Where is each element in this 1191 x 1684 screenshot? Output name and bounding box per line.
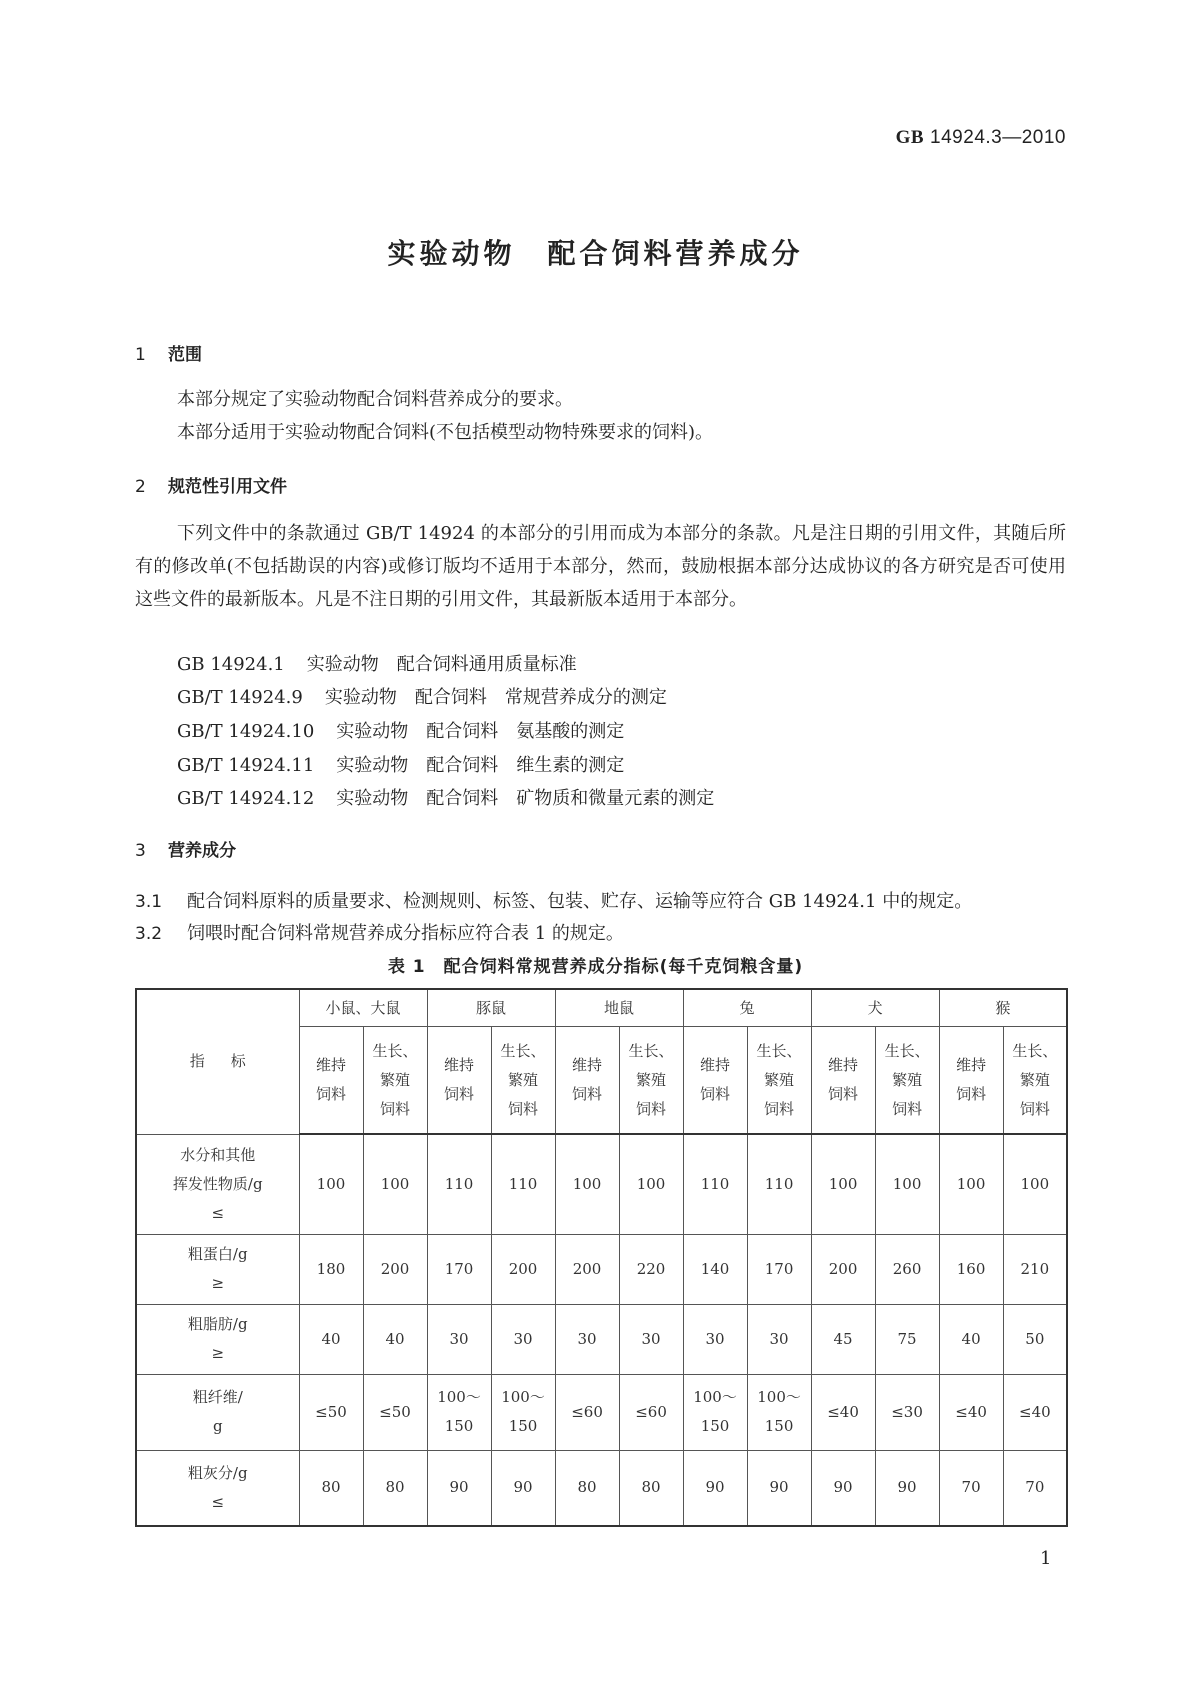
feed-type-maintenance bbox=[555, 1027, 619, 1135]
value-line: ≤60 bbox=[571, 1402, 603, 1421]
value-cell bbox=[875, 1374, 939, 1450]
species-header: 地鼠 bbox=[555, 989, 683, 1027]
value-cell: 110 bbox=[683, 1134, 747, 1234]
value-cell: 140 bbox=[683, 1234, 747, 1304]
reference-title: 实验动物 配合饲料 矿物质和微量元素的测定 bbox=[336, 788, 715, 809]
indicator-line: ≥ bbox=[211, 1274, 225, 1292]
document-title: 实验动物 配合饲料营养成分 bbox=[387, 237, 804, 270]
value-line: 100～ bbox=[693, 1388, 737, 1406]
table-row bbox=[136, 1374, 1067, 1450]
feed-type-line: 维持 bbox=[956, 1056, 987, 1074]
value-cell: 110 bbox=[747, 1134, 811, 1234]
clause-3-1 bbox=[135, 887, 972, 913]
value-cell: 90 bbox=[811, 1450, 875, 1526]
references-intro-text: 下列文件中的条款通过 GB/T 14924 的本部分的引用而成为本部分的条款。凡是注日期的引用文件，其随后所有的修改单(不包括勘误的内容)或修订版均不适用于本部分，然而，鼓励根据本部分达成协议的各方研究是否可使用这些文件的最新版本。凡是不注日期的引用文件，其最新版本适用于本部分。 bbox=[135, 523, 1066, 610]
value-cell: 200 bbox=[555, 1234, 619, 1304]
value-line: 100～ bbox=[501, 1388, 545, 1406]
section-title: 范围 bbox=[168, 345, 202, 365]
indicator-cell bbox=[136, 1304, 299, 1374]
feed-type-growth-breeding bbox=[363, 1027, 427, 1135]
value-cell: 160 bbox=[939, 1234, 1003, 1304]
value-cell: 110 bbox=[427, 1134, 491, 1234]
section-number: 2 bbox=[135, 477, 146, 497]
value-cell: 100 bbox=[299, 1134, 363, 1234]
value-cell: 80 bbox=[619, 1450, 683, 1526]
value-cell: 260 bbox=[875, 1234, 939, 1304]
feed-type-maintenance bbox=[683, 1027, 747, 1135]
value-line: 150 bbox=[700, 1417, 730, 1435]
value-cell: 90 bbox=[427, 1450, 491, 1526]
value-cell: 90 bbox=[683, 1450, 747, 1526]
reference-title: 实验动物 配合饲料 维生素的测定 bbox=[336, 755, 625, 776]
value-cell: 200 bbox=[811, 1234, 875, 1304]
table-caption: 表 1 配合饲料常规营养成分指标(每千克饲粮含量) bbox=[387, 957, 804, 977]
value-cell: 180 bbox=[299, 1234, 363, 1304]
reference-title: 实验动物 配合饲料 氨基酸的测定 bbox=[336, 721, 625, 742]
reference-code: GB 14924.1 bbox=[177, 654, 285, 675]
value-cell: 200 bbox=[491, 1234, 555, 1304]
reference-item bbox=[177, 749, 624, 782]
feed-type-line: 饲料 bbox=[892, 1099, 923, 1118]
value-cell: 50 bbox=[1003, 1304, 1067, 1374]
value-cell bbox=[299, 1374, 363, 1450]
value-cell bbox=[555, 1374, 619, 1450]
value-cell bbox=[683, 1374, 747, 1450]
feed-type-growth-breeding bbox=[747, 1027, 811, 1135]
value-line: 100～ bbox=[757, 1388, 801, 1406]
species-header: 小鼠、大鼠 bbox=[299, 989, 427, 1027]
indicator-line: 挥发性物质/g bbox=[172, 1174, 263, 1193]
feed-type-line: 生长、 bbox=[372, 1041, 418, 1060]
feed-type-line: 饲料 bbox=[700, 1085, 731, 1103]
feed-type-line: 饲料 bbox=[636, 1099, 667, 1118]
value-cell bbox=[619, 1374, 683, 1450]
feed-type-maintenance bbox=[427, 1027, 491, 1135]
value-cell: 80 bbox=[299, 1450, 363, 1526]
indicator-line: ≤ bbox=[211, 1492, 225, 1511]
value-cell: 170 bbox=[747, 1234, 811, 1304]
reference-code: GB/T 14924.10 bbox=[177, 721, 315, 742]
feed-type-line: 生长、 bbox=[628, 1041, 674, 1060]
value-cell: 100 bbox=[555, 1134, 619, 1234]
value-line: ≤30 bbox=[891, 1402, 923, 1421]
value-cell: 75 bbox=[875, 1304, 939, 1374]
reference-title: 实验动物 配合饲料通用质量标准 bbox=[306, 654, 577, 675]
indicator-line: 粗脂肪/g bbox=[187, 1315, 248, 1333]
feed-type-growth-breeding bbox=[491, 1027, 555, 1135]
indicator-line: 水分和其他 bbox=[180, 1145, 256, 1164]
value-cell: 30 bbox=[747, 1304, 811, 1374]
indicator-line: ≥ bbox=[211, 1344, 225, 1362]
clause-text: 配合饲料原料的质量要求、检测规则、标签、包装、贮存、运输等应符合 GB 14924.1 中的规定。 bbox=[187, 891, 973, 912]
value-cell: 170 bbox=[427, 1234, 491, 1304]
feed-type-line: 维持 bbox=[315, 1056, 346, 1074]
indicator-header-text: 指标 bbox=[189, 1052, 272, 1071]
value-cell: 100 bbox=[1003, 1134, 1067, 1234]
standard-code bbox=[896, 127, 1066, 149]
indicator-cell bbox=[136, 1450, 299, 1526]
indicator-line: 粗灰分/g bbox=[187, 1463, 248, 1482]
feed-type-line: 生长、 bbox=[756, 1041, 802, 1060]
species-header: 猴 bbox=[939, 989, 1067, 1027]
feed-type-maintenance bbox=[811, 1027, 875, 1135]
value-line: 100～ bbox=[437, 1388, 481, 1406]
feed-type-line: 饲料 bbox=[956, 1085, 987, 1103]
value-cell: 100 bbox=[939, 1134, 1003, 1234]
scope-paragraph-1: 本部分规定了实验动物配合饲料营养成分的要求。 bbox=[177, 389, 573, 410]
value-cell: 90 bbox=[491, 1450, 555, 1526]
value-line: ≤50 bbox=[315, 1402, 347, 1421]
value-cell: 40 bbox=[299, 1304, 363, 1374]
reference-code: GB/T 14924.11 bbox=[177, 755, 315, 776]
reference-item bbox=[177, 782, 714, 815]
reference-code: GB/T 14924.9 bbox=[177, 687, 303, 708]
table-row bbox=[136, 1304, 1067, 1374]
feed-type-line: 繁殖 bbox=[1019, 1070, 1050, 1089]
feed-type-line: 繁殖 bbox=[508, 1070, 539, 1089]
value-line: ≤40 bbox=[1019, 1402, 1051, 1421]
feed-type-line: 生长、 bbox=[500, 1041, 546, 1060]
indicator-line: 粗纤维/ bbox=[192, 1388, 243, 1406]
standard-number: 14924.3—2010 bbox=[930, 127, 1066, 148]
indicator-line: ≤ bbox=[211, 1203, 225, 1222]
nutrition-table bbox=[135, 988, 1068, 1527]
value-cell: 80 bbox=[555, 1450, 619, 1526]
value-cell: 30 bbox=[555, 1304, 619, 1374]
reference-item bbox=[177, 648, 577, 681]
indicator-header bbox=[136, 989, 299, 1134]
value-cell: 110 bbox=[491, 1134, 555, 1234]
standard-prefix: GB bbox=[895, 127, 925, 148]
value-line: ≤60 bbox=[635, 1402, 667, 1421]
value-cell: 80 bbox=[363, 1450, 427, 1526]
value-line: ≤50 bbox=[379, 1402, 411, 1421]
value-cell: 70 bbox=[1003, 1450, 1067, 1526]
indicator-cell bbox=[136, 1134, 299, 1234]
value-line: ≤40 bbox=[955, 1402, 987, 1421]
feed-type-maintenance bbox=[939, 1027, 1003, 1135]
indicator-cell bbox=[136, 1234, 299, 1304]
species-header: 犬 bbox=[811, 989, 939, 1027]
value-cell: 30 bbox=[619, 1304, 683, 1374]
value-cell: 90 bbox=[875, 1450, 939, 1526]
value-line: ≤40 bbox=[827, 1402, 859, 1421]
reference-item bbox=[177, 715, 624, 748]
section-title: 规范性引用文件 bbox=[168, 477, 287, 497]
feed-type-line: 饲料 bbox=[508, 1099, 539, 1118]
value-cell bbox=[747, 1374, 811, 1450]
table-row bbox=[136, 1450, 1067, 1526]
feed-type-line: 维持 bbox=[572, 1056, 603, 1074]
feed-type-line: 繁殖 bbox=[892, 1070, 923, 1089]
feed-type-growth-breeding bbox=[1003, 1027, 1067, 1135]
feed-type-line: 饲料 bbox=[315, 1085, 346, 1103]
value-cell bbox=[811, 1374, 875, 1450]
value-line: 150 bbox=[508, 1417, 538, 1435]
value-line: 150 bbox=[444, 1417, 474, 1435]
indicator-line: 粗蛋白/g bbox=[187, 1245, 248, 1263]
value-cell bbox=[427, 1374, 491, 1450]
feed-type-line: 饲料 bbox=[1019, 1099, 1050, 1118]
feed-type-line: 维持 bbox=[700, 1056, 731, 1074]
feed-type-line: 繁殖 bbox=[636, 1070, 667, 1089]
feed-type-maintenance bbox=[299, 1027, 363, 1135]
clause-number: 3.1 bbox=[135, 892, 163, 912]
references-intro bbox=[135, 517, 1066, 616]
feed-type-line: 维持 bbox=[444, 1056, 475, 1074]
value-cell: 100 bbox=[875, 1134, 939, 1234]
value-cell: 70 bbox=[939, 1450, 1003, 1526]
value-cell bbox=[939, 1374, 1003, 1450]
value-cell bbox=[363, 1374, 427, 1450]
value-cell: 100 bbox=[811, 1134, 875, 1234]
value-cell: 210 bbox=[1003, 1234, 1067, 1304]
value-cell: 40 bbox=[363, 1304, 427, 1374]
feed-type-line: 饲料 bbox=[444, 1085, 475, 1103]
section-1-heading bbox=[135, 340, 202, 365]
species-header: 豚鼠 bbox=[427, 989, 555, 1027]
value-cell: 100 bbox=[363, 1134, 427, 1234]
species-header: 兔 bbox=[683, 989, 811, 1027]
value-line: 150 bbox=[764, 1417, 794, 1435]
value-cell bbox=[491, 1374, 555, 1450]
value-cell: 220 bbox=[619, 1234, 683, 1304]
value-cell: 30 bbox=[427, 1304, 491, 1374]
feed-type-line: 生长、 bbox=[1012, 1041, 1058, 1060]
section-title: 营养成分 bbox=[168, 841, 236, 861]
reference-code: GB/T 14924.12 bbox=[177, 788, 315, 809]
clause-text: 饲喂时配合饲料常规营养成分指标应符合表 1 的规定。 bbox=[187, 923, 624, 944]
feed-type-line: 繁殖 bbox=[764, 1070, 795, 1089]
feed-type-growth-breeding bbox=[619, 1027, 683, 1135]
value-cell: 40 bbox=[939, 1304, 1003, 1374]
value-cell bbox=[1003, 1374, 1067, 1450]
value-cell: 30 bbox=[683, 1304, 747, 1374]
feed-type-line: 饲料 bbox=[828, 1085, 859, 1103]
value-cell: 45 bbox=[811, 1304, 875, 1374]
section-3-heading bbox=[135, 836, 236, 861]
reference-item bbox=[177, 681, 667, 714]
value-cell: 30 bbox=[491, 1304, 555, 1374]
page-number: 1 bbox=[1040, 1548, 1052, 1569]
value-cell: 200 bbox=[363, 1234, 427, 1304]
reference-title: 实验动物 配合饲料 常规营养成分的测定 bbox=[324, 687, 667, 708]
clause-number: 3.2 bbox=[135, 924, 163, 944]
feed-type-line: 饲料 bbox=[764, 1099, 795, 1118]
value-cell: 90 bbox=[747, 1450, 811, 1526]
feed-type-line: 饲料 bbox=[572, 1085, 603, 1103]
scope-paragraph-2: 本部分适用于实验动物配合饲料(不包括模型动物特殊要求的饲料)。 bbox=[177, 422, 714, 443]
clause-3-2 bbox=[135, 919, 624, 945]
section-2-heading bbox=[135, 472, 287, 497]
indicator-cell bbox=[136, 1374, 299, 1450]
table-row bbox=[136, 1134, 1067, 1234]
feed-type-line: 生长、 bbox=[884, 1041, 930, 1060]
indicator-line: g bbox=[212, 1417, 223, 1435]
value-cell: 100 bbox=[619, 1134, 683, 1234]
section-number: 1 bbox=[135, 345, 146, 365]
section-number: 3 bbox=[135, 841, 146, 861]
table-row bbox=[136, 1234, 1067, 1304]
feed-type-line: 维持 bbox=[828, 1056, 859, 1074]
feed-type-line: 饲料 bbox=[380, 1099, 411, 1118]
feed-type-line: 繁殖 bbox=[380, 1070, 411, 1089]
species-header-row bbox=[136, 989, 1067, 1027]
feed-type-growth-breeding bbox=[875, 1027, 939, 1135]
